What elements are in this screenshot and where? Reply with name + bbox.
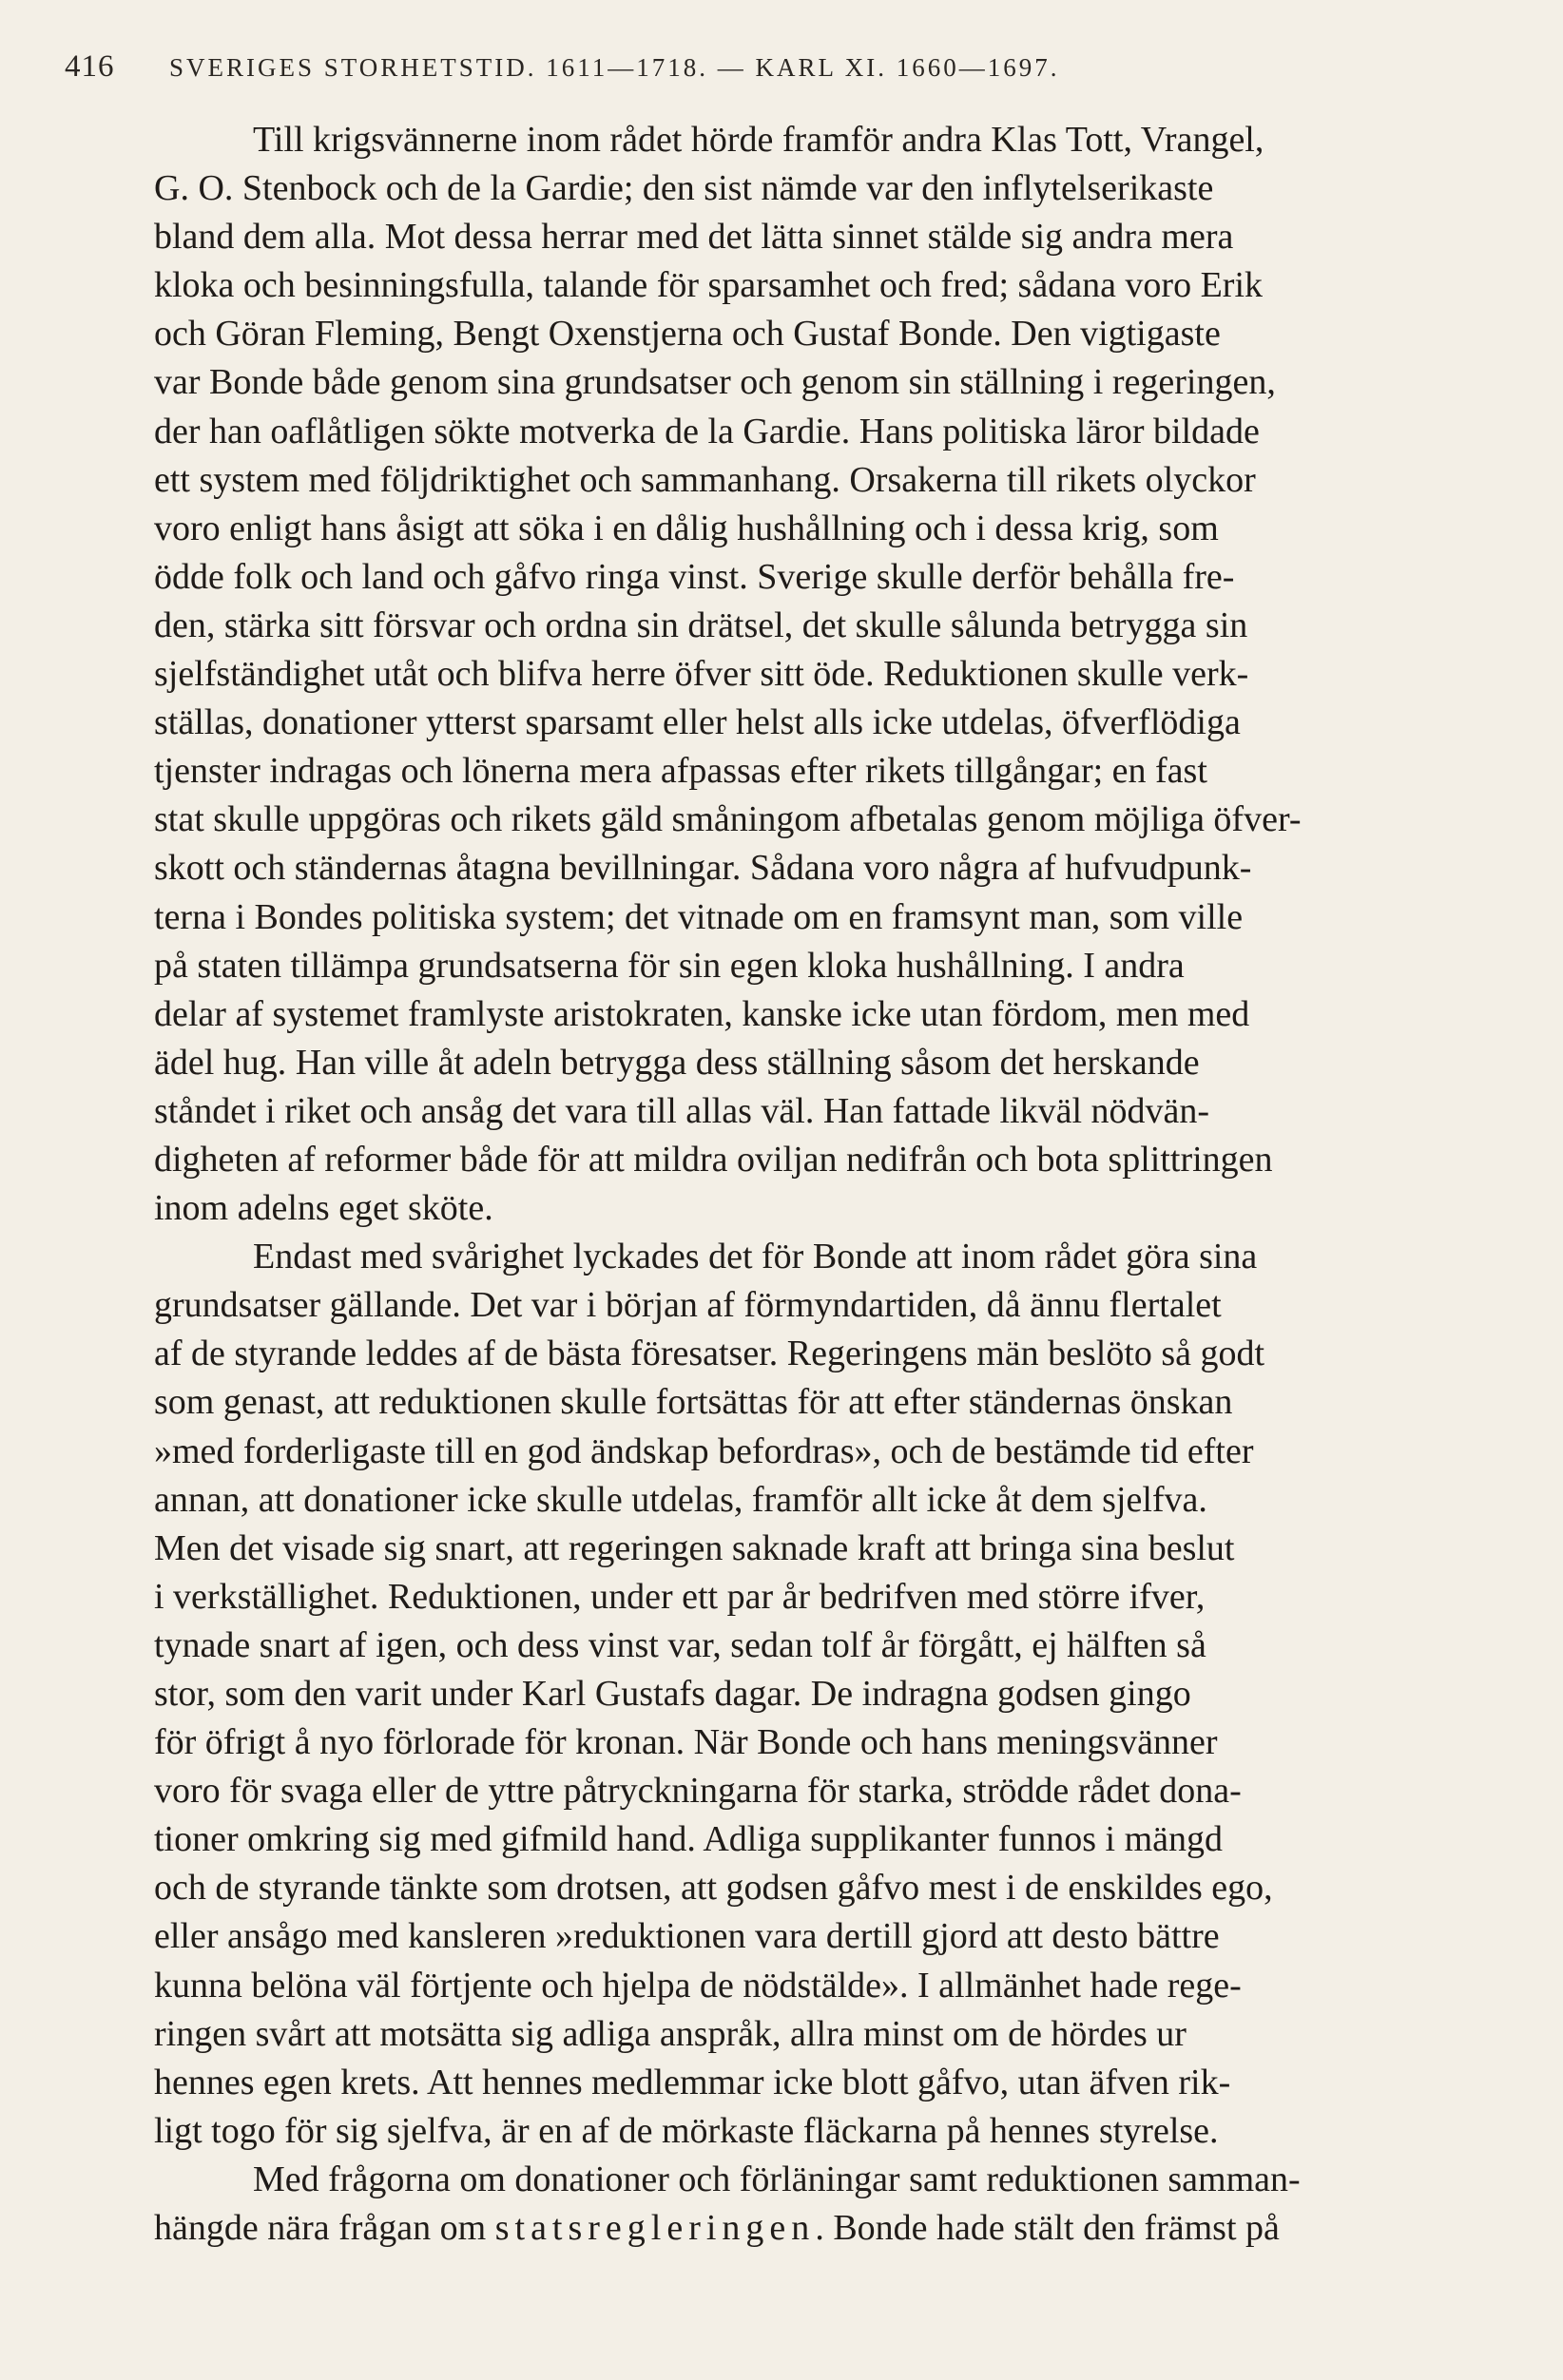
text-line: grundsatser gällande. Det var i början af förmyndartiden, då ännu flertalet xyxy=(154,1285,1222,1326)
text-line: och de styrande tänkte som drotsen, att godsen gåfvo mest i de enskildes ego, xyxy=(154,1868,1273,1909)
text-line: sjelfständighet utåt och blifva herre öfver sitt öde. Reduktionen skulle verk- xyxy=(154,654,1249,695)
text-line: kunna belöna väl förtjente och hjelpa de nödstälde». I allmänhet hade rege- xyxy=(154,1965,1242,2006)
text-line: terna i Bondes politiska system; det vitnade om en framsynt man, som ville xyxy=(154,896,1244,937)
text-line: som genast, att reduktionen skulle fortsättas för att efter ständernas önskan xyxy=(154,1382,1233,1423)
text-line: tynade snart af igen, och dess vinst var, sedan tolf år förgått, ej hälften så xyxy=(154,1624,1206,1665)
text-line: Men det visade sig snart, att regeringen saknade kraft att bringa sina beslut xyxy=(154,1527,1235,1568)
text-line: G. O. Stenbock och de la Gardie; den sist nämde var den inflytelserikaste xyxy=(154,168,1214,209)
text-line: skott och ständernas åtagna bevillningar. Sådana voro några af hufvudpunk- xyxy=(154,848,1252,889)
text-line: bland dem alla. Mot dessa herrar med det lätta sinnet stälde sig andra mera xyxy=(154,217,1234,258)
text-line: Till krigsvännerne inom rådet hörde framför andra Klas Tott, Vrangel, xyxy=(253,120,1264,160)
text-line: inom adelns eget sköte. xyxy=(154,1188,493,1229)
spaced-emphasis: statsregleringen xyxy=(494,2208,816,2249)
running-head-title: SVERIGES STORHETSTID. 1611—1718. — KARL XI. 1660—1697. xyxy=(169,53,1060,82)
text-line: ställas, donationer ytterst sparsamt eller helst alls icke utdelas, öfverflödiga xyxy=(154,702,1241,743)
text-line: och Göran Fleming, Bengt Oxenstjerna och Gustaf Bonde. Den vigtigaste xyxy=(154,314,1221,355)
text-line: tjenster indragas och lönerna mera afpassas efter rikets tillgångar; en fast xyxy=(154,751,1207,792)
running-head xyxy=(65,49,1386,91)
text-line: på staten tillämpa grundsatserna för sin egen kloka hushållning. I andra xyxy=(154,945,1185,986)
text-line: stat skulle uppgöras och rikets gäld småningom afbetalas genom möjliga öfver- xyxy=(154,799,1302,840)
page-number: 416 xyxy=(65,49,115,84)
text-line-last xyxy=(154,2204,1523,2253)
text-line: hennes egen krets. Att hennes medlemmar icke blott gåfvo, utan äfven rik- xyxy=(154,2062,1231,2102)
text-line: tioner omkring sig med gifmild hand. Adliga supplikanter funnos i mängd xyxy=(154,1819,1224,1860)
text-line: ståndet i riket och ansåg det vara till allas väl. Han fattade likväl nödvän- xyxy=(154,1090,1210,1131)
text-line: ligt togo för sig sjelfva, är en af de mörkaste fläckarna på hennes styrelse. xyxy=(154,2110,1219,2151)
body-text xyxy=(154,116,1523,2253)
text-line: stor, som den varit under Karl Gustafs dagar. De indragna godsen gingo xyxy=(154,1674,1191,1714)
text-line: var Bonde både genom sina grundsatser och genom sin ställning i regeringen, xyxy=(154,362,1276,403)
text-line: voro enligt hans åsigt att söka i en dålig hushållning och i dessa krig, som xyxy=(154,508,1219,548)
text-line: »med forderligaste till en god ändskap befordras», och de bestämde tid efter xyxy=(154,1430,1254,1471)
text-line: delar af systemet framlyste aristokraten, kanske icke utan fördom, men med xyxy=(154,993,1250,1034)
text-line: ringen svårt att motsätta sig adliga anspråk, allra minst om de hördes ur xyxy=(154,2013,1187,2054)
text-line: digheten af reformer både för att mildra oviljan nedifrån och bota splittringen xyxy=(154,1139,1273,1180)
text-line: voro för svaga eller de yttre påtryckningarna för starka, strödde rådet dona- xyxy=(154,1771,1242,1812)
text-line: kloka och besinningsfulla, talande för sparsamhet och fred; sådana voro Erik xyxy=(154,265,1264,306)
text-line: eller ansågo med kansleren »reduktionen vara dertill gjord att desto bättre xyxy=(154,1916,1220,1957)
text-line: ädel hug. Han ville åt adeln betrygga dess ställning såsom det herskande xyxy=(154,1042,1200,1083)
text-line: Med frågorna om donationer och förläningar samt reduktionen samman- xyxy=(253,2159,1301,2199)
text-line: ödde folk och land och gåfvo ringa vinst. Sverige skulle derför behålla fre- xyxy=(154,556,1235,597)
text-fragment: hängde nära frågan om xyxy=(154,2208,495,2249)
text-fragment: . Bonde hade stält den främst på xyxy=(815,2208,1280,2249)
text-line: Endast med svårighet lyckades det för Bonde att inom rådet göra sina xyxy=(253,1237,1258,1277)
text-line: der han oaflåtligen sökte motverka de la Gardie. Hans politiska läror bildade xyxy=(154,411,1260,451)
text-line: den, stärka sitt försvar och ordna sin drätsel, det skulle sålunda betrygga sin xyxy=(154,605,1248,645)
text-line: annan, att donationer icke skulle utdelas, framför allt icke åt dem sjelfva. xyxy=(154,1479,1207,1520)
text-line: ett system med följdriktighet och sammanhang. Orsakerna till rikets olyckor xyxy=(154,459,1256,500)
text-line: af de styrande leddes af de bästa föresatser. Regeringens män beslöto så godt xyxy=(154,1334,1265,1374)
text-line: för öfrigt å nyo förlorade för kronan. När Bonde och hans meningsvänner xyxy=(154,1722,1218,1763)
text-line: i verkställighet. Reduktionen, under ett par år bedrifven med större ifver, xyxy=(154,1576,1206,1617)
